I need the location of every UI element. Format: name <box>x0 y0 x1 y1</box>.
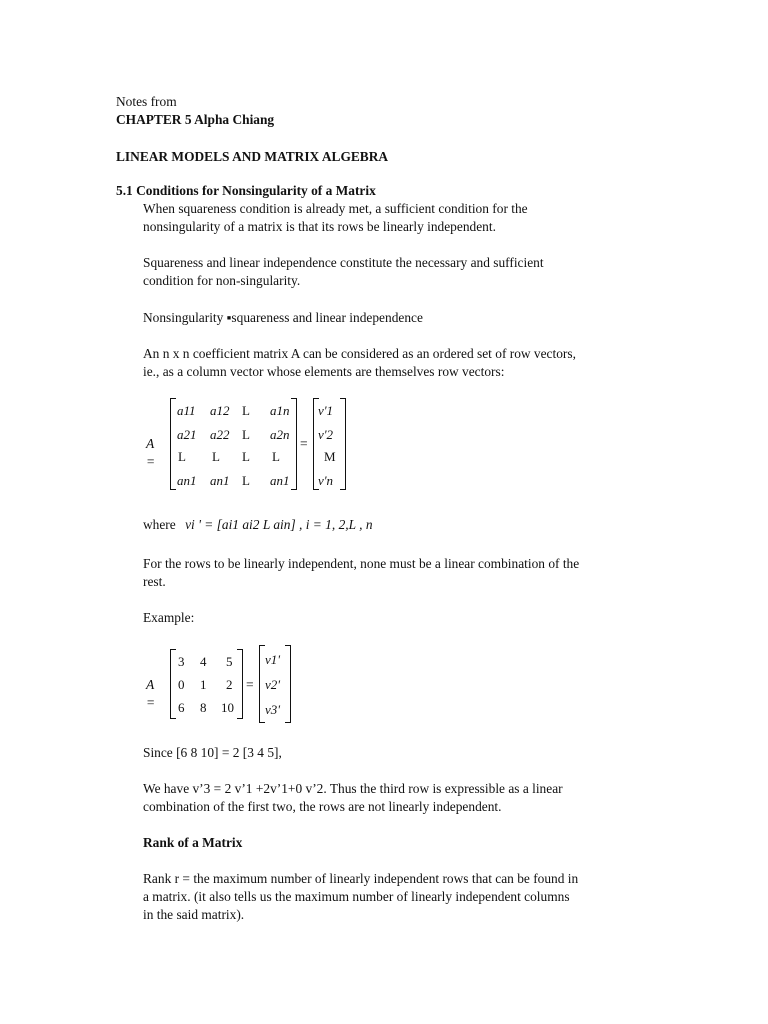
rank-line-1: Rank r = the maximum number of linearly independent rows that can be found in <box>143 871 579 886</box>
para-rows-line-1: For the rows to be linearly independent, none must be a linear combination of the <box>143 556 580 571</box>
notes-from: Notes from <box>116 94 177 109</box>
paragraph-4-line-1: An n x n coefficient matrix A can be considered as an ordered set of row vectors, <box>143 346 576 361</box>
paragraph-2-line-2: condition for non-singularity. <box>143 273 301 288</box>
paragraph-3: Nonsingularity ▪squareness and linear independence <box>143 310 423 325</box>
vector-cell: v'n <box>318 473 334 488</box>
example-matrix-right-bracket <box>237 649 243 719</box>
where-formula: vi ' = [ai1 ai2 L ain] , i = 1, 2,L , n <box>185 517 373 532</box>
paragraph-1-line-2: nonsingularity of a matrix is that its rows be linearly independent. <box>143 219 496 234</box>
vector-cell: v'1 <box>318 403 334 418</box>
example-matrix-lhs: A = <box>146 677 156 710</box>
example-cell: 0 <box>178 677 185 692</box>
document-title: LINEAR MODELS AND MATRIX ALGEBRA <box>116 149 389 164</box>
example-cell: 1 <box>200 677 207 692</box>
where-line <box>143 516 373 534</box>
vector-cell: v'2 <box>318 427 334 442</box>
example-vector-cell: v1' <box>265 652 281 667</box>
general-matrix-equals: = <box>300 436 308 451</box>
matrix-cell: L <box>272 449 280 464</box>
example-cell: 6 <box>178 700 185 715</box>
we-have-line-2: combination of the first two, the rows are not linearly independent. <box>143 799 502 814</box>
rank-line-3: in the said matrix). <box>143 907 245 922</box>
matrix-cell: an1 <box>270 473 290 488</box>
matrix-cell: a22 <box>210 427 230 442</box>
vector-right-bracket <box>340 398 346 490</box>
rank-line-2: a matrix. (it also tells us the maximum number of linearly independent columns <box>143 889 570 904</box>
matrix-cell: L <box>242 473 250 488</box>
matrix-cell: a11 <box>177 403 196 418</box>
example-cell: 2 <box>226 677 233 692</box>
where-prefix: where <box>143 517 176 532</box>
rank-heading: Rank of a Matrix <box>143 835 243 850</box>
matrix-cell: a21 <box>177 427 197 442</box>
section-heading: 5.1 Conditions for Nonsingularity of a Matrix <box>116 183 376 198</box>
matrix-cell: an1 <box>210 473 230 488</box>
matrix-cell: L <box>242 427 250 442</box>
matrix-cell: L <box>212 449 220 464</box>
matrix-cell: an1 <box>177 473 197 488</box>
example-cell: 5 <box>226 654 233 669</box>
example-matrix-equals: = <box>246 677 254 692</box>
we-have-line-1: We have v’3 = 2 v’1 +2v’1+0 v’2. Thus the third row is expressible as a linear <box>143 781 563 796</box>
example-vector-right-bracket <box>285 645 291 723</box>
paragraph-4-line-2: ie., as a column vector whose elements are themselves row vectors: <box>143 364 505 379</box>
general-matrix-right-bracket <box>291 398 297 490</box>
paragraph-1-line-1: When squareness condition is already met, a sufficient condition for the <box>143 201 528 216</box>
example-label: Example: <box>143 610 195 625</box>
matrix-cell: a12 <box>210 403 230 418</box>
general-matrix-left-bracket <box>170 398 176 490</box>
example-cell: 8 <box>200 700 207 715</box>
matrix-cell: L <box>242 403 250 418</box>
example-vector-cell: v2' <box>265 677 281 692</box>
paragraph-2-line-1: Squareness and linear independence constitute the necessary and sufficient <box>143 255 544 270</box>
since-line: Since [6 8 10] = 2 [3 4 5], <box>143 745 282 760</box>
example-cell: 10 <box>221 700 234 715</box>
example-matrix-left-bracket <box>170 649 176 719</box>
matrix-cell: a1n <box>270 403 290 418</box>
example-vector-cell: v3' <box>265 702 281 717</box>
chapter-title: CHAPTER 5 Alpha Chiang <box>116 112 275 127</box>
matrix-cell: L <box>178 449 186 464</box>
matrix-cell: L <box>242 449 250 464</box>
example-cell: 4 <box>200 654 207 669</box>
general-matrix-lhs: A = <box>146 436 156 469</box>
matrix-cell: a2n <box>270 427 290 442</box>
vector-cell: M <box>324 449 336 464</box>
example-cell: 3 <box>178 654 185 669</box>
para-rows-line-2: rest. <box>143 574 166 589</box>
